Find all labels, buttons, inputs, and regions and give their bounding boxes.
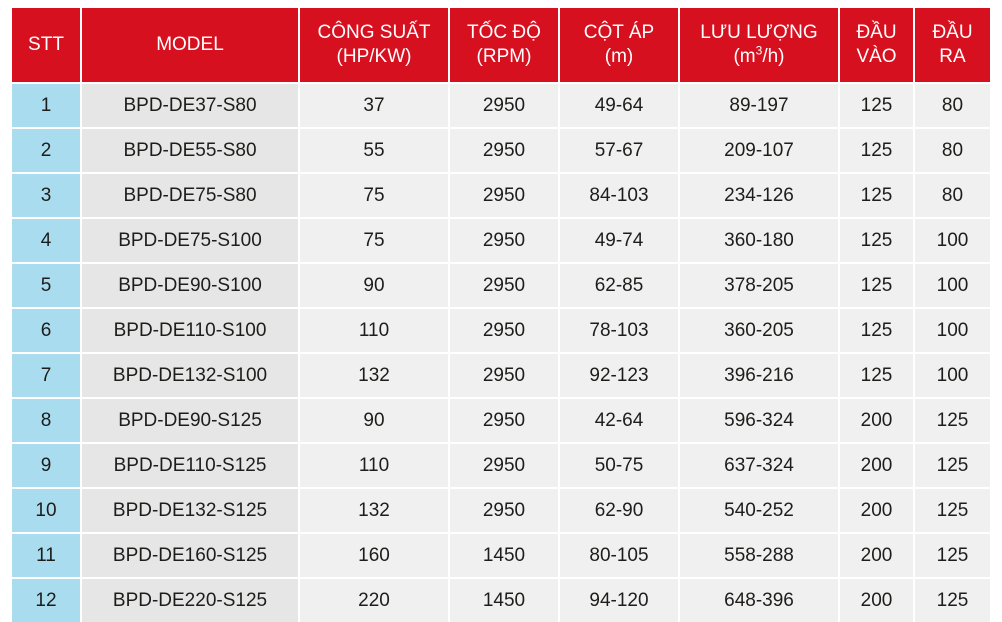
cell-inlet: 200 (840, 577, 915, 622)
cell-power: 75 (300, 217, 450, 262)
cell-flow: 209-107 (680, 127, 840, 172)
cell-inlet: 200 (840, 397, 915, 442)
cell-model: BPD-DE110-S125 (82, 442, 300, 487)
cell-inlet: 200 (840, 532, 915, 577)
cell-power: 110 (300, 307, 450, 352)
cell-speed: 2950 (450, 442, 560, 487)
table-row (12, 217, 990, 262)
cell-outlet: 125 (915, 532, 990, 577)
cell-power: 220 (300, 577, 450, 622)
cell-outlet: 80 (915, 172, 990, 217)
cell-outlet: 80 (915, 127, 990, 172)
cell-outlet: 125 (915, 397, 990, 442)
cell-head: 49-74 (560, 217, 680, 262)
cell-speed: 2950 (450, 487, 560, 532)
table-row (12, 307, 990, 352)
cell-power: 160 (300, 532, 450, 577)
cell-model: BPD-DE75-S80 (82, 172, 300, 217)
cell-power: 55 (300, 127, 450, 172)
cell-power: 75 (300, 172, 450, 217)
cell-stt: 11 (12, 532, 82, 577)
table-row (12, 577, 990, 622)
cell-flow: 596-324 (680, 397, 840, 442)
cell-head: 57-67 (560, 127, 680, 172)
cell-power: 132 (300, 352, 450, 397)
cell-flow: 234-126 (680, 172, 840, 217)
cell-model: BPD-DE90-S125 (82, 397, 300, 442)
cell-flow: 360-205 (680, 307, 840, 352)
table-row (12, 127, 990, 172)
cell-model: BPD-DE37-S80 (82, 82, 300, 127)
cell-model: BPD-DE110-S100 (82, 307, 300, 352)
cell-power: 90 (300, 397, 450, 442)
cell-model: BPD-DE75-S100 (82, 217, 300, 262)
cell-head: 84-103 (560, 172, 680, 217)
table-row (12, 172, 990, 217)
cell-stt: 9 (12, 442, 82, 487)
cell-inlet: 125 (840, 352, 915, 397)
cell-stt: 5 (12, 262, 82, 307)
cell-speed: 2950 (450, 352, 560, 397)
cell-inlet: 125 (840, 307, 915, 352)
cell-flow: 378-205 (680, 262, 840, 307)
cell-head: 42-64 (560, 397, 680, 442)
cell-speed: 2950 (450, 127, 560, 172)
cell-head: 80-105 (560, 532, 680, 577)
cell-head: 62-90 (560, 487, 680, 532)
cell-head: 49-64 (560, 82, 680, 127)
table-row (12, 397, 990, 442)
cell-stt: 1 (12, 82, 82, 127)
table-row (12, 82, 990, 127)
cell-flow: 540-252 (680, 487, 840, 532)
cell-model: BPD-DE160-S125 (82, 532, 300, 577)
header-head: CỘT ÁP (m) (560, 8, 680, 82)
cell-stt: 8 (12, 397, 82, 442)
header-speed: TỐC ĐỘ (RPM) (450, 8, 560, 82)
table-row (12, 442, 990, 487)
cell-power: 110 (300, 442, 450, 487)
cell-speed: 2950 (450, 172, 560, 217)
cell-inlet: 125 (840, 82, 915, 127)
cell-model: BPD-DE90-S100 (82, 262, 300, 307)
cell-stt: 6 (12, 307, 82, 352)
pump-spec-table (12, 8, 990, 622)
cell-model: BPD-DE132-S100 (82, 352, 300, 397)
table-row (12, 262, 990, 307)
header-outlet: ĐẦU RA (915, 8, 990, 82)
cell-flow: 558-288 (680, 532, 840, 577)
cell-inlet: 200 (840, 487, 915, 532)
cell-outlet: 100 (915, 352, 990, 397)
header-model: MODEL (82, 8, 300, 82)
table-row (12, 487, 990, 532)
cell-inlet: 125 (840, 262, 915, 307)
cell-speed: 2950 (450, 217, 560, 262)
cell-stt: 10 (12, 487, 82, 532)
header-inlet: ĐẦU VÀO (840, 8, 915, 82)
cell-stt: 2 (12, 127, 82, 172)
pump-spec-table-container (12, 8, 990, 622)
cell-stt: 4 (12, 217, 82, 262)
header-power: CÔNG SUẤT (HP/KW) (300, 8, 450, 82)
cell-power: 132 (300, 487, 450, 532)
cell-stt: 3 (12, 172, 82, 217)
cell-outlet: 125 (915, 487, 990, 532)
cell-head: 92-123 (560, 352, 680, 397)
cell-outlet: 80 (915, 82, 990, 127)
cell-speed: 2950 (450, 82, 560, 127)
cell-inlet: 125 (840, 172, 915, 217)
cell-inlet: 125 (840, 127, 915, 172)
header-row (12, 8, 990, 82)
cell-flow: 648-396 (680, 577, 840, 622)
cell-speed: 1450 (450, 532, 560, 577)
cell-power: 37 (300, 82, 450, 127)
table-row (12, 532, 990, 577)
cell-flow: 637-324 (680, 442, 840, 487)
cell-flow: 360-180 (680, 217, 840, 262)
cell-outlet: 100 (915, 307, 990, 352)
cell-inlet: 200 (840, 442, 915, 487)
table-body (12, 82, 990, 622)
cell-head: 50-75 (560, 442, 680, 487)
cell-flow: 396-216 (680, 352, 840, 397)
cell-model: BPD-DE220-S125 (82, 577, 300, 622)
cell-model: BPD-DE55-S80 (82, 127, 300, 172)
header-stt: STT (12, 8, 82, 82)
cell-model: BPD-DE132-S125 (82, 487, 300, 532)
cell-flow: 89-197 (680, 82, 840, 127)
cell-outlet: 125 (915, 577, 990, 622)
cell-outlet: 100 (915, 217, 990, 262)
cell-speed: 1450 (450, 577, 560, 622)
cell-outlet: 100 (915, 262, 990, 307)
cell-power: 90 (300, 262, 450, 307)
cell-stt: 7 (12, 352, 82, 397)
cell-speed: 2950 (450, 307, 560, 352)
cell-outlet: 125 (915, 442, 990, 487)
cell-speed: 2950 (450, 397, 560, 442)
cell-head: 62-85 (560, 262, 680, 307)
cell-stt: 12 (12, 577, 82, 622)
cell-speed: 2950 (450, 262, 560, 307)
cell-inlet: 125 (840, 217, 915, 262)
table-row (12, 352, 990, 397)
cell-head: 78-103 (560, 307, 680, 352)
cell-head: 94-120 (560, 577, 680, 622)
header-flow: LƯU LƯỢNG $(m^3/h)$ (680, 8, 840, 82)
